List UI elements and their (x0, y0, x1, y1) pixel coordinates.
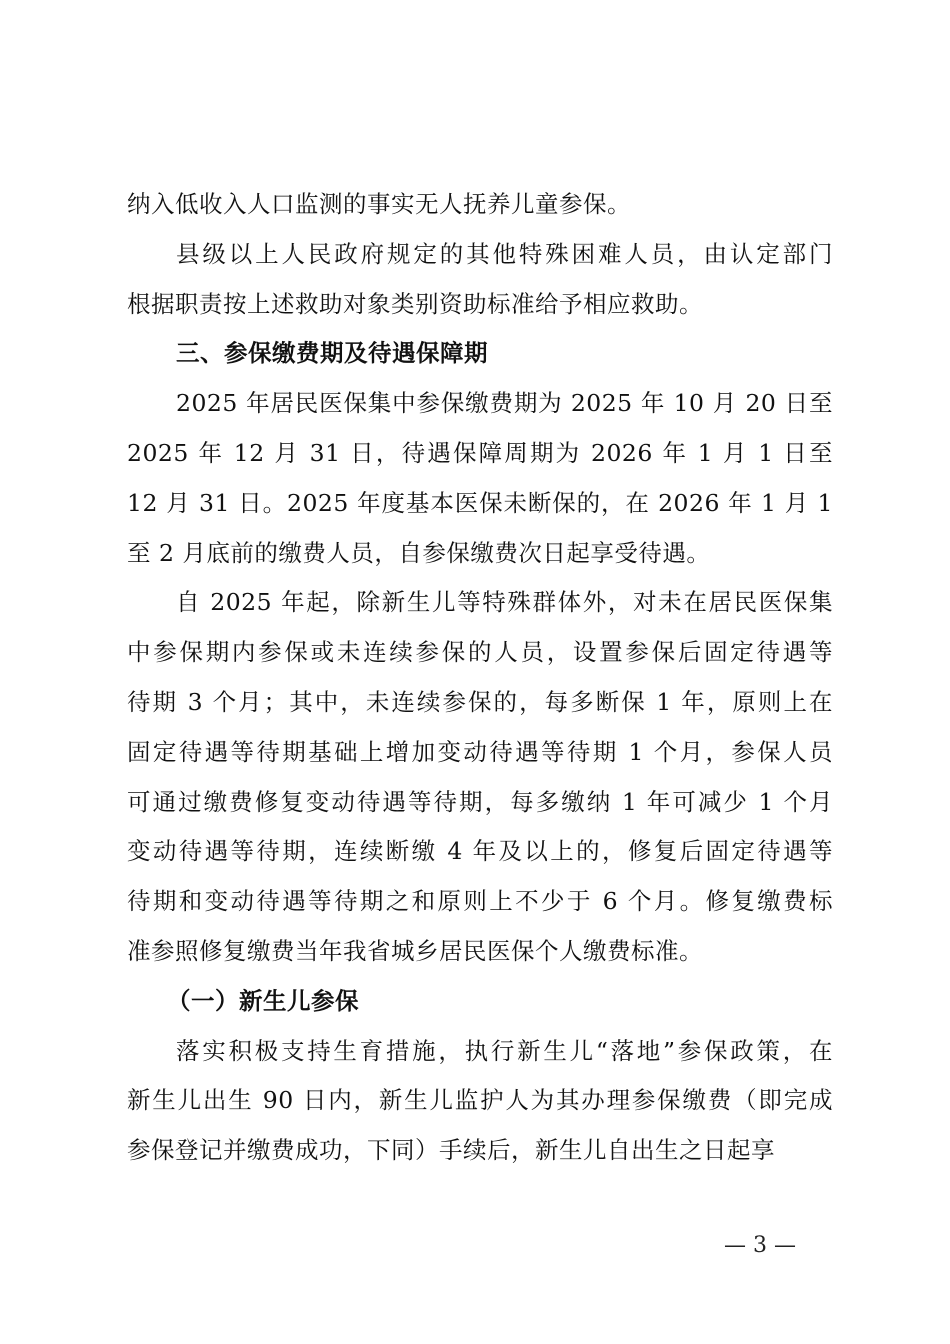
text-line: 2025 年居民医保集中参保缴费期为 2025 年 10 月 20 日至 (176, 389, 833, 418)
text-line: 落实积极支持生育措施，执行新生儿“落地”参保政策，在 (176, 1036, 833, 1065)
subsection-heading (127, 977, 833, 1027)
page-number: — 3 — (724, 1233, 796, 1258)
text-line: 三、参保缴费期及待遇保障期 (176, 339, 488, 368)
text-line: 固定待遇等待期基础上增加变动待遇等待期 1 个月，参保人员 (127, 737, 833, 766)
text-line: 县级以上人民政府规定的其他特殊困难人员，由认定部门 (176, 239, 833, 268)
text-line: 新生儿出生 90 日内，新生儿监护人为其办理参保缴费（即完成 (127, 1086, 833, 1115)
text-line: 根据职责按上述救助对象类别资助标准给予相应救助。 (127, 289, 703, 318)
text-line: 中参保期内参保或未连续参保的人员，设置参保后固定待遇等 (127, 638, 833, 667)
text-line: 12 月 31 日。2025 年度基本医保未断保的，在 2026 年 1 月 1 (127, 488, 833, 517)
paragraph (127, 578, 833, 976)
text-line: 至 2 月底前的缴费人员，自参保缴费次日起享受待遇。 (127, 538, 711, 567)
text-line: 参保登记并缴费成功，下同）手续后，新生儿自出生之日起享 (127, 1136, 775, 1165)
text-line: 待期 3 个月；其中，未连续参保的，每多断保 1 年，原则上在 (127, 687, 833, 716)
paragraph (127, 379, 833, 578)
text-line: 2025 年 12 月 31 日，待遇保障周期为 2026 年 1 月 1 日至 (127, 438, 833, 467)
document-body (127, 180, 833, 1176)
paragraph (127, 180, 833, 230)
text-line: 待期和变动待遇等待期之和原则上不少于 6 个月。修复缴费标 (127, 887, 833, 916)
text-line: 可通过缴费修复变动待遇等待期，每多缴纳 1 年可减少 1 个月 (127, 787, 833, 816)
text-line: 纳入低收入人口监测的事实无人抚养儿童参保。 (127, 190, 631, 218)
text-line: 变动待遇等待期，连续断缴 4 年及以上的，修复后固定待遇等 (127, 837, 833, 866)
text-line: 自 2025 年起，除新生儿等特殊群体外，对未在居民医保集 (176, 588, 833, 617)
section-heading (127, 329, 833, 379)
text-line: 准参照修复缴费当年我省城乡居民医保个人缴费标准。 (127, 936, 703, 965)
text-line: （一）新生儿参保 (167, 986, 359, 1015)
paragraph (127, 1027, 833, 1176)
paragraph (127, 230, 833, 330)
